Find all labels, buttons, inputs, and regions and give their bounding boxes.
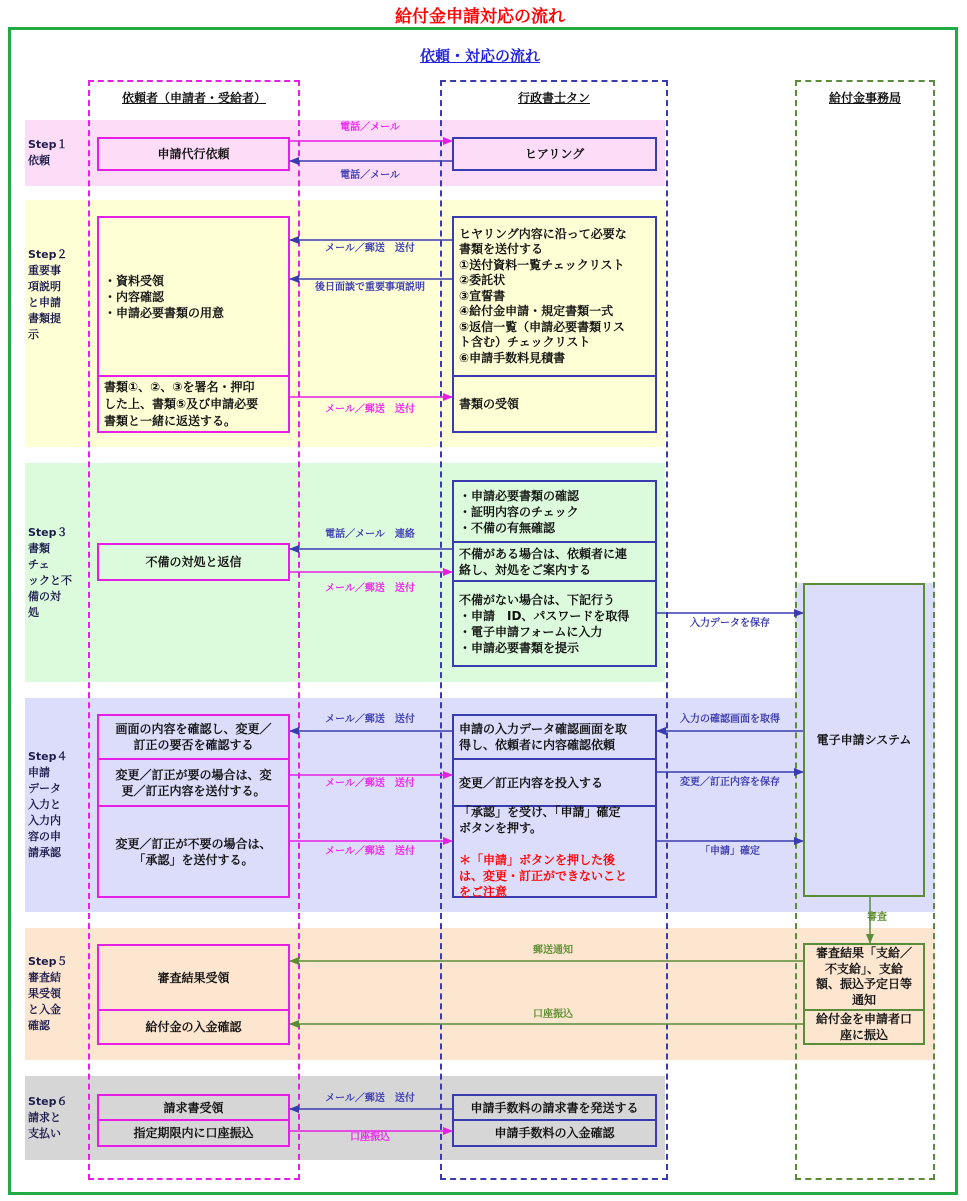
label-step6-pay: 口座振込 <box>350 1132 390 1143</box>
label-step5-notice: 郵送通知 <box>533 945 573 956</box>
label-step1-reply: 電話／メール <box>340 170 400 181</box>
requester-invoice-box: 請求書受領 <box>97 1094 290 1121</box>
requester-return-box: 書類①、②、③を署名・押印 した上、書類⑤及び申請必要 書類と一緒に返送する。 <box>97 375 290 433</box>
step2-label: Step２ 重要事 項説明 と申請 書類提 示 <box>28 248 68 341</box>
requester-pay-box: 指定期限内に口座振込 <box>97 1119 290 1147</box>
requester-request-box: 申請代行依頼 <box>97 137 290 171</box>
label-step4-send-approve: メール／郵送 送付 <box>325 846 415 857</box>
label-step3-save: 入力データを保存 <box>690 618 770 629</box>
agent-check-box: ・申請必要書類の確認 ・証明内容のチェック ・不備の有無確認 <box>452 480 657 543</box>
requester-change-box: 変更／訂正が要の場合は、変 更／訂正内容を送付する。 <box>97 758 290 807</box>
label-step3-contact: 電話／メール 連絡 <box>325 529 415 540</box>
requester-result-box: 審査結果受領 <box>97 944 290 1011</box>
requester-header: 依頼者（申請者・受給者） <box>121 91 267 105</box>
requester-deposit-box: 給付金の入金確認 <box>97 1009 290 1045</box>
label-step4-send-screen: メール／郵送 送付 <box>325 714 415 725</box>
step5-label: Step５ 審査結 果受領 と入金 確認 <box>28 955 68 1032</box>
agent-hearing-box: ヒアリング <box>452 137 657 171</box>
agent-defect-box: 不備がある場合は、依頼者に連 絡し、対処をご案内する <box>452 541 657 582</box>
page-title: 給付金申請対応の流れ <box>395 7 565 27</box>
label-step1-request: 電話／メール <box>340 122 400 133</box>
requester-confirm-box: 画面の内容を確認し、変更／ 訂正の要否を確認する <box>97 714 290 760</box>
label-step3-send: メール／郵送 送付 <box>325 583 415 594</box>
label-step6-invoice: メール／郵送 送付 <box>325 1093 415 1104</box>
agent-receive-box: 書類の受領 <box>452 375 657 433</box>
step3-label: Step３ 書類 チェ ックと不 備の対 処 <box>28 526 72 619</box>
diagram-subtitle: 依頼・対応の流れ <box>419 47 540 65</box>
office-header: 給付金事務局 <box>828 91 902 105</box>
agent-submit-warning: ＊「申請」ボタンを押した後 は、変更・訂正ができないこと をご注意 <box>459 852 628 899</box>
agent-submit-text: 「承認」を受け、「申請」確定 ボタンを押す。 <box>459 804 621 835</box>
label-step2-explain: 後日面談で重要事項説明 <box>315 282 425 293</box>
label-step2-return: メール／郵送 送付 <box>325 404 415 415</box>
agent-input-box: 変更／訂正内容を投入する <box>452 758 657 807</box>
agent-send-box: ヒヤリング内容に沿って必要な 書類を送付する ①送付資料一覧チェックリスト ②委託状 ③宣誓書 ④給付金申請・規定書類一式 ⑤返信一覧（申請必要書類リス ト含む）チェックリスト ⑥申請手数料見積書 <box>452 216 657 377</box>
requester-receive-box: ・資料受領 ・内容確認 ・申請必要書類の用意 <box>97 216 290 377</box>
label-step4-get-screen: 入力の確認画面を取得 <box>680 714 780 725</box>
label-step5-transfer: 口座振込 <box>533 1009 573 1020</box>
label-step4-send-change: メール／郵送 送付 <box>325 778 415 789</box>
agent-no-defect-box: 不備がない場合は、下記行う ・申請 ID、パスワードを取得 ・電子申請フォームに入力 ・申請必要書類を提示 <box>452 580 657 667</box>
office-transfer-box: 給付金を申請者口 座に振込 <box>803 1009 925 1045</box>
step1-label: Step１ 依頼 <box>28 138 68 167</box>
e-application-system-box: 電子申請システム <box>803 583 925 897</box>
agent-submit-box <box>452 805 657 898</box>
label-step2-send: メール／郵送 送付 <box>325 243 415 254</box>
label-step4-save-change: 変更／訂正内容を保存 <box>680 777 780 788</box>
requester-approve-box: 変更／訂正が不要の場合は、 「承認」を送付する。 <box>97 805 290 898</box>
step6-label: Step６ 請求と 支払い <box>28 1095 68 1140</box>
label-step4-confirm: 「申請」確定 <box>700 846 760 857</box>
office-notice-box: 審査結果「支給／ 不支給」、支給 額、振込予定日等 通知 <box>803 943 925 1011</box>
agent-submit-content <box>459 788 627 916</box>
agent-invoice-box: 申請手数料の請求書を発送する <box>452 1094 657 1121</box>
agent-request-box: 申請の入力データ確認画面を取 得し、依頼者に内容確認依頼 <box>452 714 657 760</box>
agent-confirm-box: 申請手数料の入金確認 <box>452 1119 657 1147</box>
agent-header: 行政書士タン <box>517 91 591 105</box>
requester-fix-box: 不備の対処と返信 <box>97 543 290 581</box>
label-step5-review: 審査 <box>867 912 887 923</box>
step4-label: Step４ 申請 データ 入力と 入力内 容の申 請承認 <box>28 750 68 859</box>
